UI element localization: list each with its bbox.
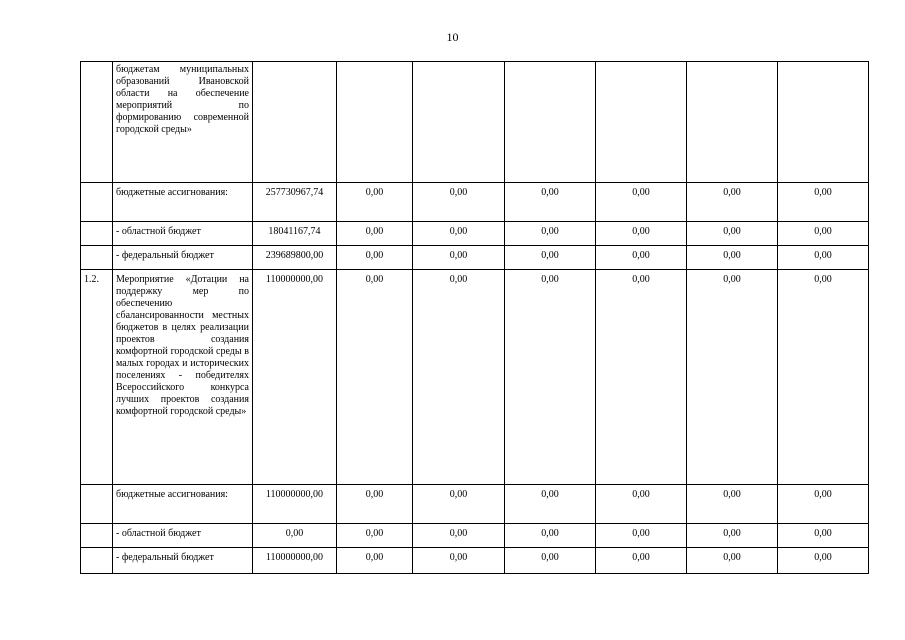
row-index	[81, 62, 113, 183]
page-number: 10	[446, 30, 459, 44]
row-index	[81, 246, 113, 270]
row-name: бюджетные ассигнования:	[113, 485, 253, 524]
row-value: 0,00	[337, 524, 413, 548]
table-row	[81, 270, 869, 485]
row-value: 0,00	[413, 270, 505, 485]
row-value: 0,00	[337, 270, 413, 485]
row-value: 0,00	[596, 524, 687, 548]
row-value: 0,00	[778, 270, 869, 485]
row-value: 110000000,00	[253, 485, 337, 524]
row-name: Мероприятие «Дотации на поддержку мер по обеспечению сбалансированности местных бюджетов в целях реализации проектов создания комфортной городской среды в малых городах и исторических поселениях - победителях Всероссийского конкурса лучших проектов создания комфортной городской среды»	[113, 270, 253, 485]
row-value: 0,00	[505, 270, 596, 485]
row-value	[505, 62, 596, 183]
row-value: 0,00	[687, 222, 778, 246]
table-row	[81, 183, 869, 222]
row-name: бюджетам муниципальных образований Ивановской области на обеспечение мероприятий по формированию современной городской среды»	[113, 62, 253, 183]
row-value: 0,00	[687, 246, 778, 270]
row-value: 0,00	[596, 183, 687, 222]
row-value: 239689800,00	[253, 246, 337, 270]
row-value: 0,00	[505, 524, 596, 548]
row-value	[778, 62, 869, 183]
row-value: 18041167,74	[253, 222, 337, 246]
row-value: 0,00	[687, 548, 778, 574]
row-value: 0,00	[253, 524, 337, 548]
row-index	[81, 183, 113, 222]
row-name: - областной бюджет	[113, 222, 253, 246]
row-value: 0,00	[337, 548, 413, 574]
row-value: 0,00	[596, 270, 687, 485]
row-value: 0,00	[596, 246, 687, 270]
table-row	[81, 246, 869, 270]
row-index	[81, 524, 113, 548]
table-row	[81, 485, 869, 524]
row-index	[81, 485, 113, 524]
row-name: - федеральный бюджет	[113, 246, 253, 270]
row-value: 0,00	[505, 246, 596, 270]
row-value: 0,00	[413, 524, 505, 548]
row-value: 0,00	[778, 524, 869, 548]
row-value: 0,00	[687, 485, 778, 524]
table-row	[81, 62, 869, 183]
row-value	[413, 62, 505, 183]
row-value: 0,00	[413, 222, 505, 246]
row-value: 0,00	[687, 524, 778, 548]
row-value: 0,00	[687, 183, 778, 222]
table-row	[81, 524, 869, 548]
row-name: - федеральный бюджет	[113, 548, 253, 574]
row-value: 0,00	[687, 270, 778, 485]
row-value: 0,00	[596, 548, 687, 574]
row-value: 0,00	[505, 485, 596, 524]
row-value: 0,00	[596, 485, 687, 524]
row-value: 0,00	[778, 183, 869, 222]
row-value: 0,00	[337, 485, 413, 524]
row-value: 0,00	[337, 222, 413, 246]
row-value	[687, 62, 778, 183]
row-value: 0,00	[337, 183, 413, 222]
row-value: 0,00	[778, 485, 869, 524]
row-value: 0,00	[778, 222, 869, 246]
row-value: 0,00	[778, 548, 869, 574]
table-row	[81, 548, 869, 574]
row-index	[81, 548, 113, 574]
row-value: 0,00	[505, 548, 596, 574]
row-value	[337, 62, 413, 183]
row-value: 0,00	[337, 246, 413, 270]
row-value	[253, 62, 337, 183]
row-value: 0,00	[596, 222, 687, 246]
row-value: 0,00	[413, 183, 505, 222]
row-name: - областной бюджет	[113, 524, 253, 548]
row-value: 0,00	[413, 246, 505, 270]
row-value: 110000000,00	[253, 270, 337, 485]
row-value: 257730967,74	[253, 183, 337, 222]
row-index	[81, 222, 113, 246]
row-value	[596, 62, 687, 183]
row-value: 0,00	[413, 485, 505, 524]
budget-table	[80, 61, 869, 574]
row-value: 0,00	[505, 183, 596, 222]
row-name: бюджетные ассигнования:	[113, 183, 253, 222]
row-value: 110000000,00	[253, 548, 337, 574]
table-row	[81, 222, 869, 246]
row-index: 1.2.	[81, 270, 113, 485]
row-value: 0,00	[505, 222, 596, 246]
row-value: 0,00	[778, 246, 869, 270]
row-value: 0,00	[413, 548, 505, 574]
